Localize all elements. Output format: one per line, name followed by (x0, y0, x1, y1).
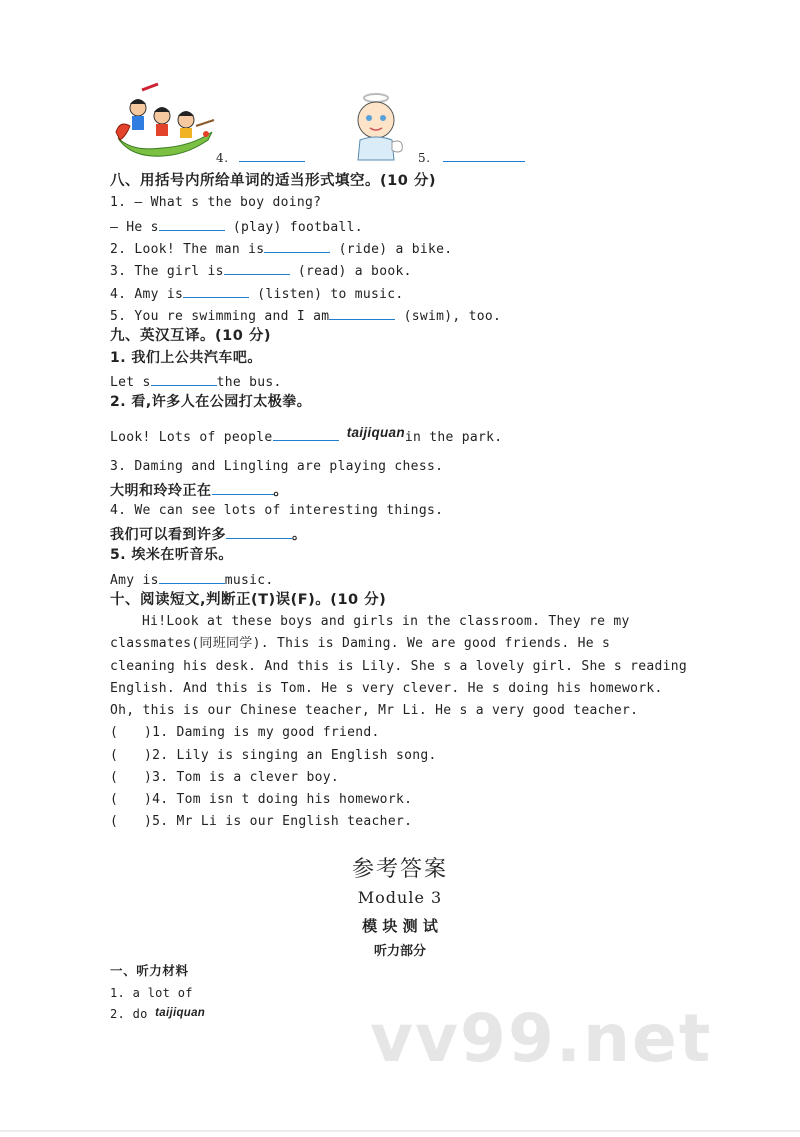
paren-open: ( (110, 725, 119, 740)
section-10-title: 十、阅读短文,判断正(T)误(F)。(10 分) (110, 592, 387, 608)
paren-open: ( (110, 770, 119, 785)
item-4-row (216, 147, 305, 167)
statement-1 (110, 724, 380, 742)
answers-item-2-prefix: 2. do (110, 1007, 148, 1021)
paren-close[interactable]: ) (144, 792, 153, 807)
answer-blank[interactable] (273, 426, 339, 441)
s8-q5-suffix: (swim), too. (403, 309, 502, 324)
s9-q1-prefix: Let s (110, 375, 151, 390)
s9-q4-cn-suffix: 。 (292, 527, 307, 543)
answers-item-1: 1. a lot of (110, 986, 193, 1000)
section-9-title: 九、英汉互译。(10 分) (110, 328, 271, 344)
answer-blank[interactable] (159, 216, 225, 231)
answer-blank[interactable] (264, 238, 330, 253)
paren-close[interactable]: ) (144, 725, 153, 740)
answer-blank[interactable] (224, 260, 290, 275)
paren-close[interactable]: ) (144, 814, 153, 829)
statement-text: 2. Lily is singing an English song. (152, 748, 437, 763)
dragon-boat-illustration (112, 82, 218, 162)
answer-blank[interactable] (159, 569, 225, 584)
s9-q2-suffix: in the park. (404, 430, 503, 445)
s9-q4-cn (110, 524, 307, 544)
section-8-title: 八、用括号内所给单词的适当形式填空。(10 分) (110, 173, 436, 189)
s9-q3-cn-prefix: 大明和玲玲正在 (110, 483, 212, 499)
s9-q2-word: taijiquan (346, 425, 405, 440)
s9-q5-en (110, 569, 274, 590)
page-bottom-rule (0, 1130, 800, 1132)
answers-subtitle: 模 块 测 试 (362, 917, 438, 935)
answer-blank[interactable] (212, 480, 274, 495)
s8-q5 (110, 305, 501, 326)
s8-q1a: 1. — What s the boy doing? (110, 195, 322, 210)
answer-blank[interactable] (239, 147, 305, 162)
statement-4 (110, 791, 412, 809)
passage-line-1: Hi!Look at these boys and girls in the classroom. They re my (142, 614, 630, 629)
passage-line-2: classmates(同班同学). This is Daming. We are good friends. He s (110, 636, 611, 651)
s8-q2-prefix: 2. Look! The man is (110, 242, 265, 257)
s8-q5-prefix: 5. You re swimming and I am (110, 309, 330, 324)
s9-q2-cn: 2. 看,许多人在公园打太极拳。 (110, 394, 312, 410)
s9-q4-cn-prefix: 我们可以看到许多 (110, 527, 226, 543)
statement-5 (110, 813, 412, 831)
s9-q2-prefix: Look! Lots of people (110, 430, 273, 445)
s9-q5-cn: 5. 埃米在听音乐。 (110, 547, 233, 563)
s8-q2 (110, 238, 452, 259)
answer-blank[interactable] (443, 147, 525, 162)
answers-title: 参考答案 (351, 857, 448, 882)
s9-q1-cn: 1. 我们上公共汽车吧。 (110, 350, 262, 366)
statement-3 (110, 769, 339, 787)
paren-open: ( (110, 792, 119, 807)
watermark: vv99.net (370, 1000, 713, 1077)
answers-section-1-title: 一、听力材料 (110, 963, 189, 978)
item-5-number: 5. (418, 151, 431, 165)
statement-text: 3. Tom is a clever boy. (152, 770, 340, 785)
statement-text: 5. Mr Li is our English teacher. (152, 814, 413, 829)
s8-q4 (110, 283, 404, 304)
s8-q4-suffix: (listen) to music. (257, 287, 404, 302)
answer-blank[interactable] (329, 305, 395, 320)
s8-q1b-prefix: — He s (110, 220, 159, 235)
item-5-row (418, 147, 525, 167)
s8-q1b-suffix: (play) football. (232, 220, 363, 235)
statement-2 (110, 747, 437, 765)
s8-q3 (110, 260, 412, 281)
s9-q5-prefix: Amy is (110, 573, 159, 588)
answer-blank[interactable] (183, 283, 249, 298)
answers-item-2-word: taijiquan (155, 1007, 206, 1019)
statement-text: 4. Tom isn t doing his homework. (152, 792, 413, 807)
statement-text: 1. Daming is my good friend. (152, 725, 380, 740)
s9-q1-suffix: the bus. (216, 375, 282, 390)
passage-line-4: English. And this is Tom. He s very clever. He s doing his homework. (110, 681, 663, 696)
paren-close[interactable]: ) (144, 770, 153, 785)
answers-part: 听力部分 (373, 944, 426, 959)
s9-q1-en (110, 371, 282, 392)
s9-q4-en: 4. We can see lots of interesting things. (110, 503, 444, 518)
s8-q3-prefix: 3. The girl is (110, 264, 224, 279)
s9-q5-suffix: music. (224, 573, 274, 588)
paren-open: ( (110, 814, 119, 829)
s8-q1b (110, 216, 363, 237)
s9-q2-en (110, 426, 502, 447)
passage-line-3: cleaning his desk. And this is Lily. She s a lovely girl. She s reading (110, 659, 687, 674)
passage-line-5: Oh, this is our Chinese teacher, Mr Li. He s a very good teacher. (110, 703, 639, 718)
s9-q3-cn-suffix: 。 (273, 483, 288, 499)
s8-q4-prefix: 4. Amy is (110, 287, 184, 302)
answers-item-2 (110, 1005, 205, 1024)
paren-open: ( (110, 748, 119, 763)
item-4-number: 4. (216, 151, 229, 165)
s8-q3-suffix: (read) a book. (297, 264, 412, 279)
answer-blank[interactable] (151, 371, 217, 386)
s9-q3-en: 3. Daming and Lingling are playing chess. (110, 459, 444, 474)
s9-q3-cn (110, 480, 288, 500)
paren-close[interactable]: ) (144, 748, 153, 763)
s8-q2-suffix: (ride) a bike. (338, 242, 453, 257)
baby-angel-illustration (348, 92, 406, 164)
answer-blank[interactable] (226, 524, 292, 539)
answers-module: Module 3 (357, 888, 443, 907)
